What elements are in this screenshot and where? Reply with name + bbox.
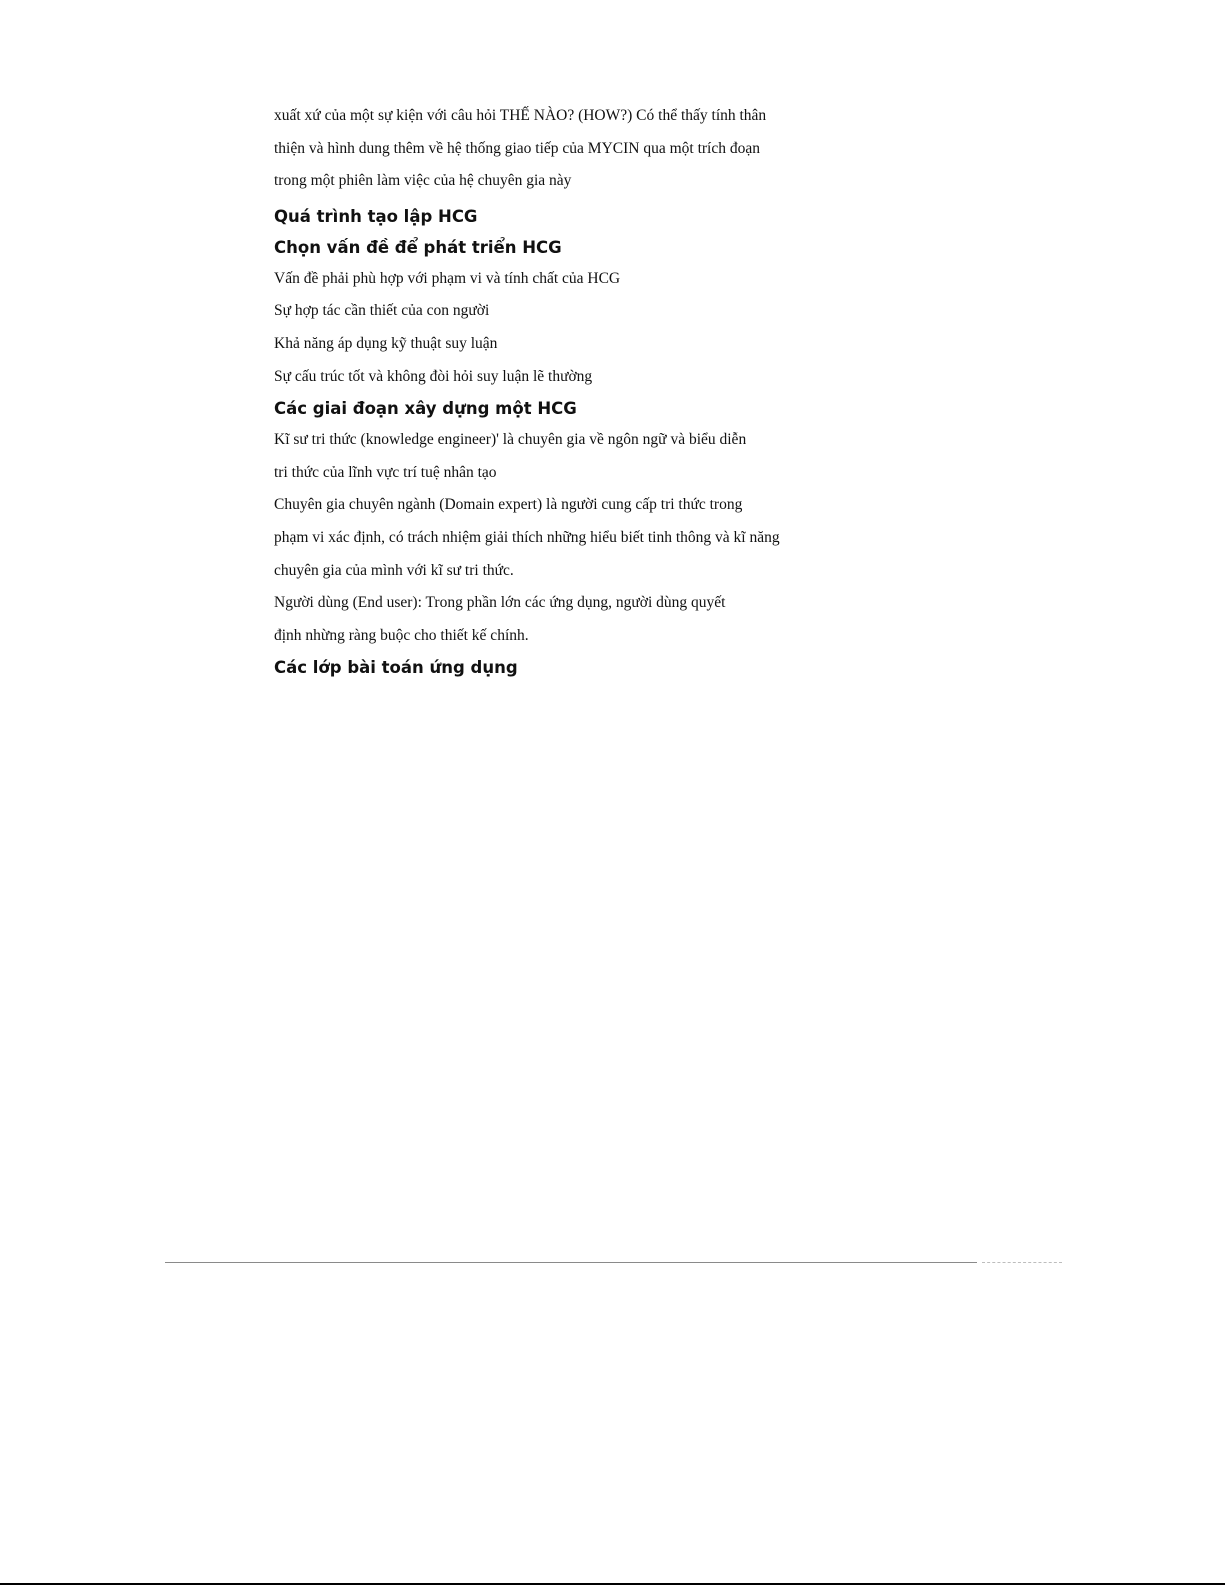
subsection-heading: Các lớp bài toán ứng dụng xyxy=(274,658,518,678)
section-heading: Quá trình tạo lập HCG xyxy=(274,206,478,226)
footer-divider xyxy=(165,1262,977,1263)
paragraph-line: chuyên gia của mình với kĩ sư tri thức. xyxy=(274,561,514,579)
paragraph-line: Sự cấu trúc tốt và không đòi hỏi suy luận lẽ thường xyxy=(274,367,593,385)
paragraph-line: Vấn đề phải phù hợp với phạm vi và tính chất của HCG xyxy=(274,269,621,287)
paragraph-line: Khả năng áp dụng kỹ thuật suy luận xyxy=(274,334,498,352)
subsection-heading: Các giai đoạn xây dựng một HCG xyxy=(274,399,577,419)
paragraph-line: phạm vi xác định, có trách nhiệm giải thích những hiểu biết tinh thông và kĩ năng xyxy=(274,528,780,546)
paragraph-line: định nhừng ràng buộc cho thiết kế chính. xyxy=(274,626,529,644)
paragraph-line: thiện và hình dung thêm về hệ thống giao tiếp của MYCIN qua một trích đoạn xyxy=(274,139,760,157)
paragraph-line: trong một phiên làm việc của hệ chuyên gia này xyxy=(274,172,572,190)
document-body xyxy=(274,100,854,683)
paragraph-line: Chuyên gia chuyên ngành (Domain expert) là người cung cấp tri thức trong xyxy=(274,496,743,514)
paragraph-line: tri thức của lĩnh vực trí tuệ nhân tạo xyxy=(274,463,497,481)
paragraph-line: Sự hợp tác cần thiết của con người xyxy=(274,302,490,320)
paragraph-line: Kĩ sư tri thức (knowledge engineer)' là chuyên gia về ngôn ngữ và biểu diễn xyxy=(274,431,747,449)
paragraph-line: xuất xứ của một sự kiện với câu hỏi THẾ NÀO? (HOW?) Có thể thấy tính thân xyxy=(274,107,767,124)
subsection-heading: Chọn vấn đề để phát triển HCG xyxy=(274,237,562,257)
footer-divider-tail xyxy=(982,1262,1062,1263)
paragraph-line: Người dùng (End user): Trong phần lớn các ứng dụng, người dùng quyết xyxy=(274,594,726,612)
